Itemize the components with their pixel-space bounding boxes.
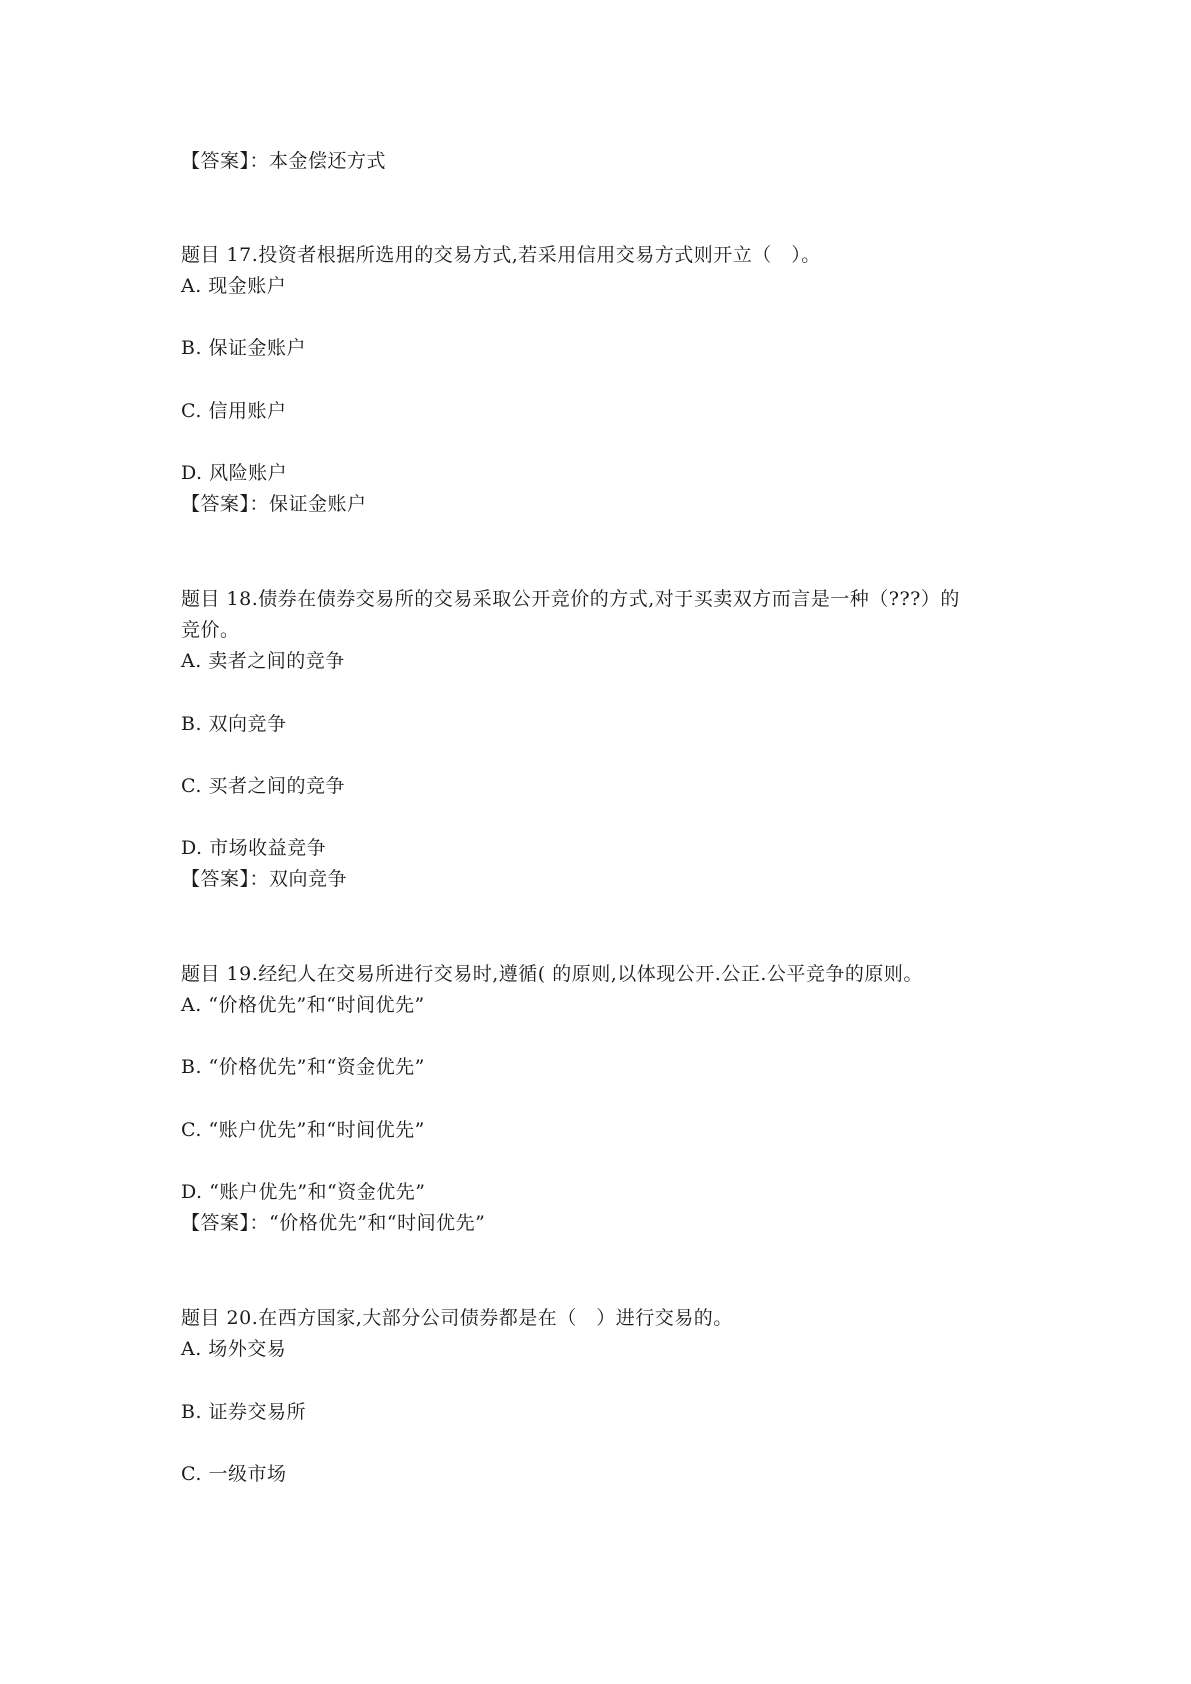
question-20-option-b: B. 证券交易所 [181,1401,307,1423]
question-18-answer: 【答案】：双向竞争 [181,868,348,890]
question-17-option-b: B. 保证金账户 [181,337,307,359]
question-17-option-d: D. 风险账户 [181,462,288,484]
question-19-option-c: C. “账户优先”和“时间优先” [181,1119,425,1141]
question-18-stem-line2: 竞价。 [181,619,240,641]
question-18-option-c: C. 买者之间的竞争 [181,775,345,797]
question-17-option-a: A. 现金账户 [181,275,287,297]
question-18-option-b: B. 双向竞争 [181,713,287,735]
question-19-option-a: A. “价格优先”和“时间优先” [181,994,425,1016]
question-17-option-c: C. 信用账户 [181,400,287,422]
question-19-stem: 题目 19.经纪人在交易所进行交易时,遵循( 的原则,以体现公开.公正.公平竞争的原则。 [181,963,923,985]
question-17-answer: 【答案】：保证金账户 [181,493,367,515]
question-18-option-a: A. 卖者之间的竞争 [181,650,345,672]
question-20-stem: 题目 20.在西方国家,大部分公司债券都是在（ ）进行交易的。 [181,1307,733,1329]
question-20-option-a: A. 场外交易 [181,1338,287,1360]
question-18-stem-line1: 题目 18.债券在债券交易所的交易采取公开竞价的方式,对于买卖双方而言是一种（???）的 [181,588,960,610]
question-19-answer: 【答案】：“价格优先”和“时间优先” [181,1212,486,1234]
question-19-option-b: B. “价格优先”和“资金优先” [181,1056,425,1078]
question-18-option-d: D. 市场收益竞争 [181,837,327,859]
question-19-option-d: D. “账户优先”和“资金优先” [181,1181,426,1203]
question-20-option-c: C. 一级市场 [181,1463,287,1485]
previous-answer: 【答案】：本金偿还方式 [181,150,387,172]
question-17-stem: 题目 17.投资者根据所选用的交易方式,若采用信用交易方式则开立（ ）。 [181,244,821,266]
